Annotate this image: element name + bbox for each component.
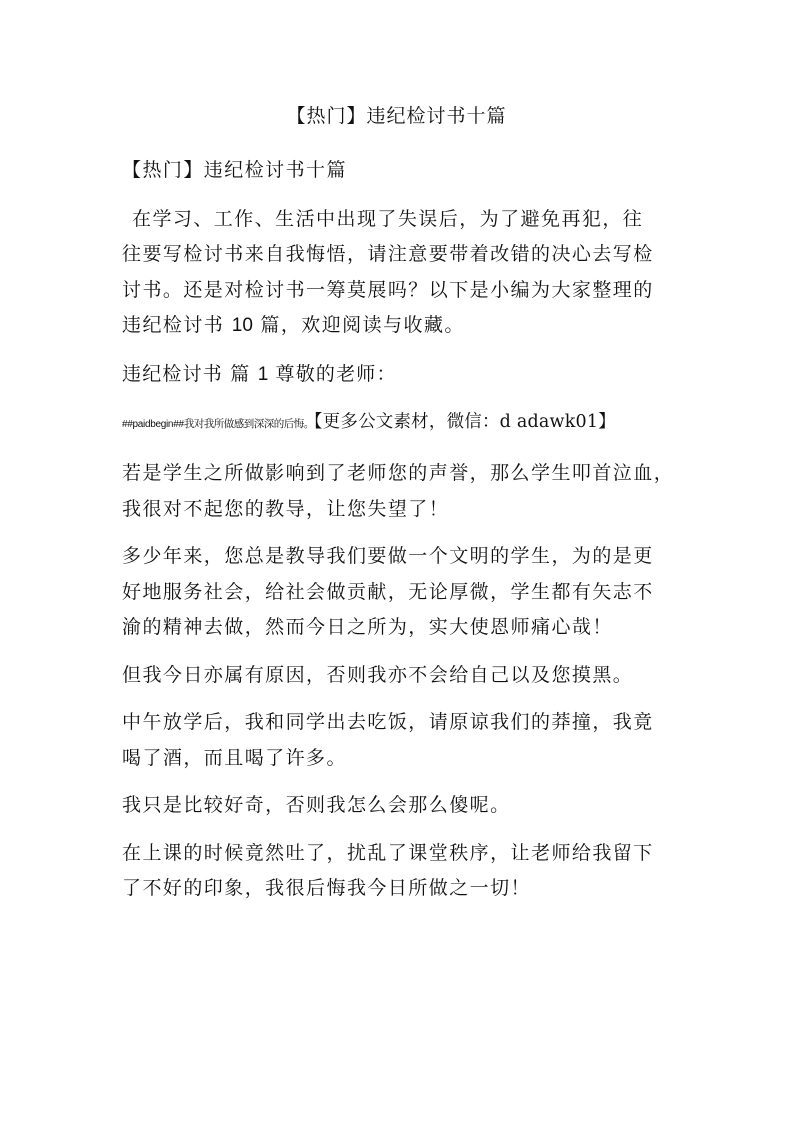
paragraph-line: 在上课的时候竟然吐了，扰乱了课堂秩序，让老师给我留下 [122,841,654,864]
body-paragraph [122,836,682,907]
body-paragraph [122,539,682,646]
promo-text: 【更多公文素材，微信：d adawk01】 [313,412,616,432]
subtitle-text: 【热门】违纪检讨书十篇 [122,159,347,181]
paragraph-line: 好地服务社会，给社会做贡献，无论厚微，学生都有矢志不 [122,580,654,603]
paid-content-line [122,405,682,442]
document-title: 【热门】违纪检讨书十篇 [286,105,507,127]
intro-line [122,308,682,344]
intro-line-suffix: 篇，欢迎阅读与收藏。 [252,314,465,336]
body-paragraph [122,705,682,776]
paragraph-line: 渝的精神去做，然而今日之所为，实大使恩师痛心哉！ [122,616,613,638]
body-paragraph [122,456,682,527]
paragraph-line: 我很对不起您的教导，让您失望了！ [122,497,450,520]
paid-begin-marker: ##paidbegin## [122,419,184,430]
body-paragraph [122,658,682,694]
section-heading-prefix: 违纪检讨书 篇 [122,362,258,385]
document-body [122,153,682,919]
section-heading [122,357,682,393]
paragraph-line: 中午放学后，我和同学出去吃饭，请原谅我们的莽撞，我竟 [122,711,654,733]
section-heading-suffix: 尊敬的老师： [268,362,397,385]
intro-line: 往要写检讨书来自我悔悟，请注意要带着改错的决心去写检 [122,243,654,265]
paragraph-line: 喝了酒，而且喝了许多。 [122,746,347,769]
section-number: 1 [257,363,269,385]
paragraph-line: 多少年来，您总是教导我们要做一个文明的学生，为的是更 [122,545,654,567]
paragraph-line: 我只是比较好奇，否则我怎么会那么傻呢。 [122,794,511,816]
intro-line: 在学习、工作、生活中出现了失误后，为了避免再犯，往 [132,207,644,230]
article-count: 10 [231,315,253,336]
paragraph-line: 了不好的印象，我很后悔我今日所做之一切！ [122,877,532,899]
body-paragraphs [122,456,682,907]
paragraph-line: 但我今日亦属有原因，否则我亦不会给自己以及您摸黑。 [122,663,634,686]
intro-line: 讨书。还是对检讨书一筹莫展吗？以下是小编为大家整理的 [122,278,654,301]
paid-line-text: 我对我所做感到深深的后悔。 [183,418,314,430]
body-paragraph [122,788,682,824]
intro-line-prefix: 违纪检讨书 [122,314,232,336]
document-subtitle [122,153,682,189]
paragraph-line: 若是学生之所做影响到了老师您的声誉，那么学生叩首泣血， [122,462,675,484]
intro-paragraph [122,202,682,344]
